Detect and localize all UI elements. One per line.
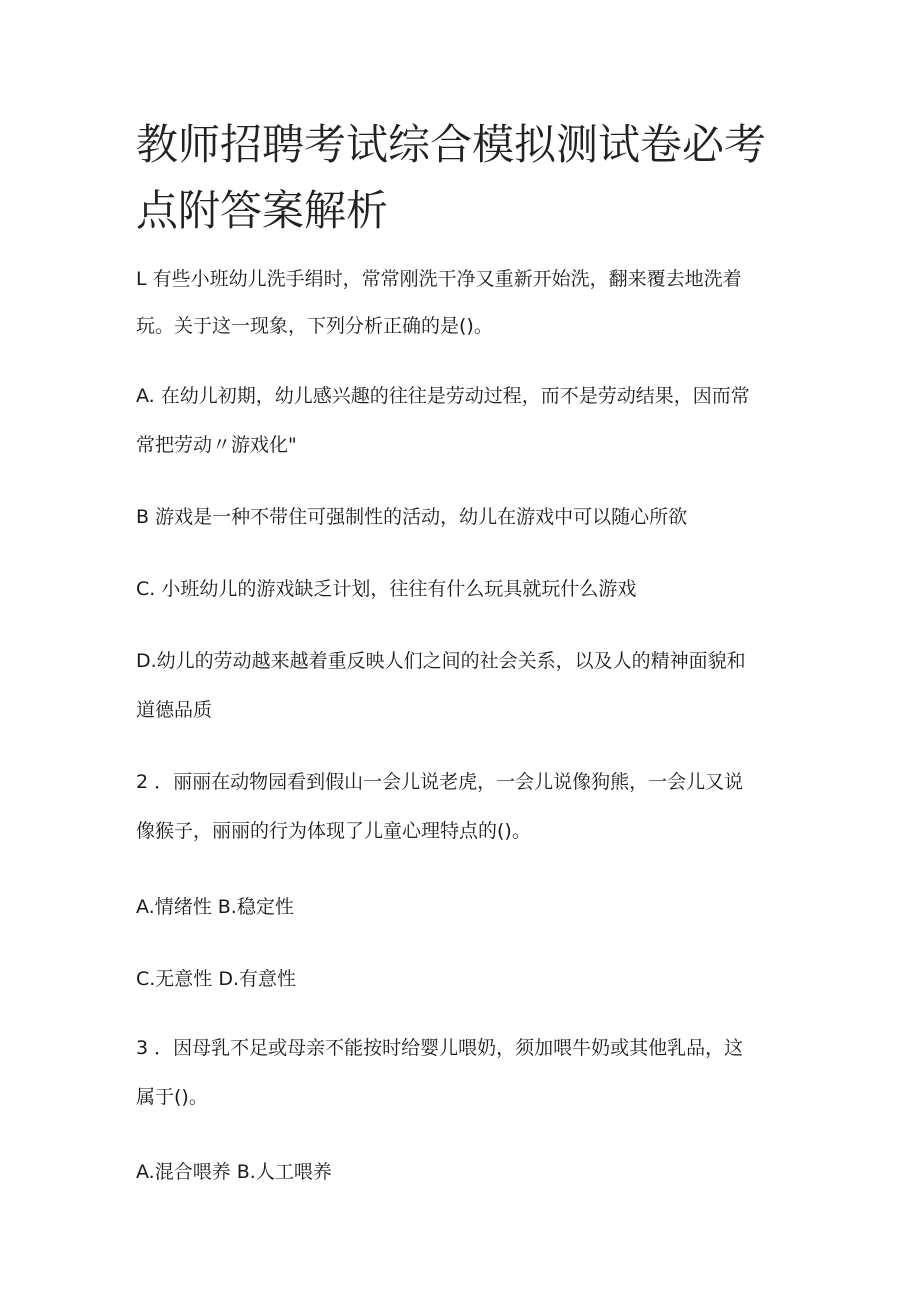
q3-options-ab: A.混合喂养 B.人工喂养 [136,1161,332,1183]
q1-option-b: B 游戏是一种不带住可强制性的活动，幼儿在游戏中可以随心所欲 [136,506,688,528]
q1-option-a-line-2: 常把劳动〃游戏化" [136,434,297,456]
q1-option-a-line-1: A. 在幼儿初期，幼儿感兴趣的往往是劳动过程，而不是劳动结果，因而常 [136,385,750,407]
q1-stem-line-2: 玩。关于这一现象，下列分析正确的是()。 [136,315,493,337]
document-title [136,112,796,244]
q2-options-cd: C.无意性 D.有意性 [136,968,297,990]
q2-stem-line-2: 像猴子，丽丽的行为体现了儿童心理特点的()。 [136,820,531,842]
q2-stem-line-1: 2 ．丽丽在动物园看到假山一会儿说老虎，一会儿说像狗熊，一会儿又说 [136,771,744,793]
q1-option-c: C. 小班幼儿的游戏缺乏计划，往往有什么玩具就玩什么游戏 [136,578,637,600]
q2-options-ab: A.情绪性 B.稳定性 [136,896,294,918]
q3-stem-line-1: 3 ．因母乳不足或母亲不能按时给婴儿喂奶，须加喂牛奶或其他乳品，这 [136,1037,744,1059]
q1-option-d-line-1: D.幼儿的劳动越来越着重反映人们之间的社会关系，以及人的精神面貌和 [136,650,746,672]
q3-stem-line-2: 属于()。 [136,1086,208,1108]
title-line-2: 点附答案解析 [136,186,389,235]
q1-option-d-line-2: 道德品质 [136,699,213,721]
q1-stem-line-1: L 有些小班幼儿洗手绢时，常常刚洗干净又重新开始洗，翻来覆去地洗着 [136,268,742,290]
title-line-1: 教师招聘考试综合模拟测试卷必考 [136,120,767,169]
